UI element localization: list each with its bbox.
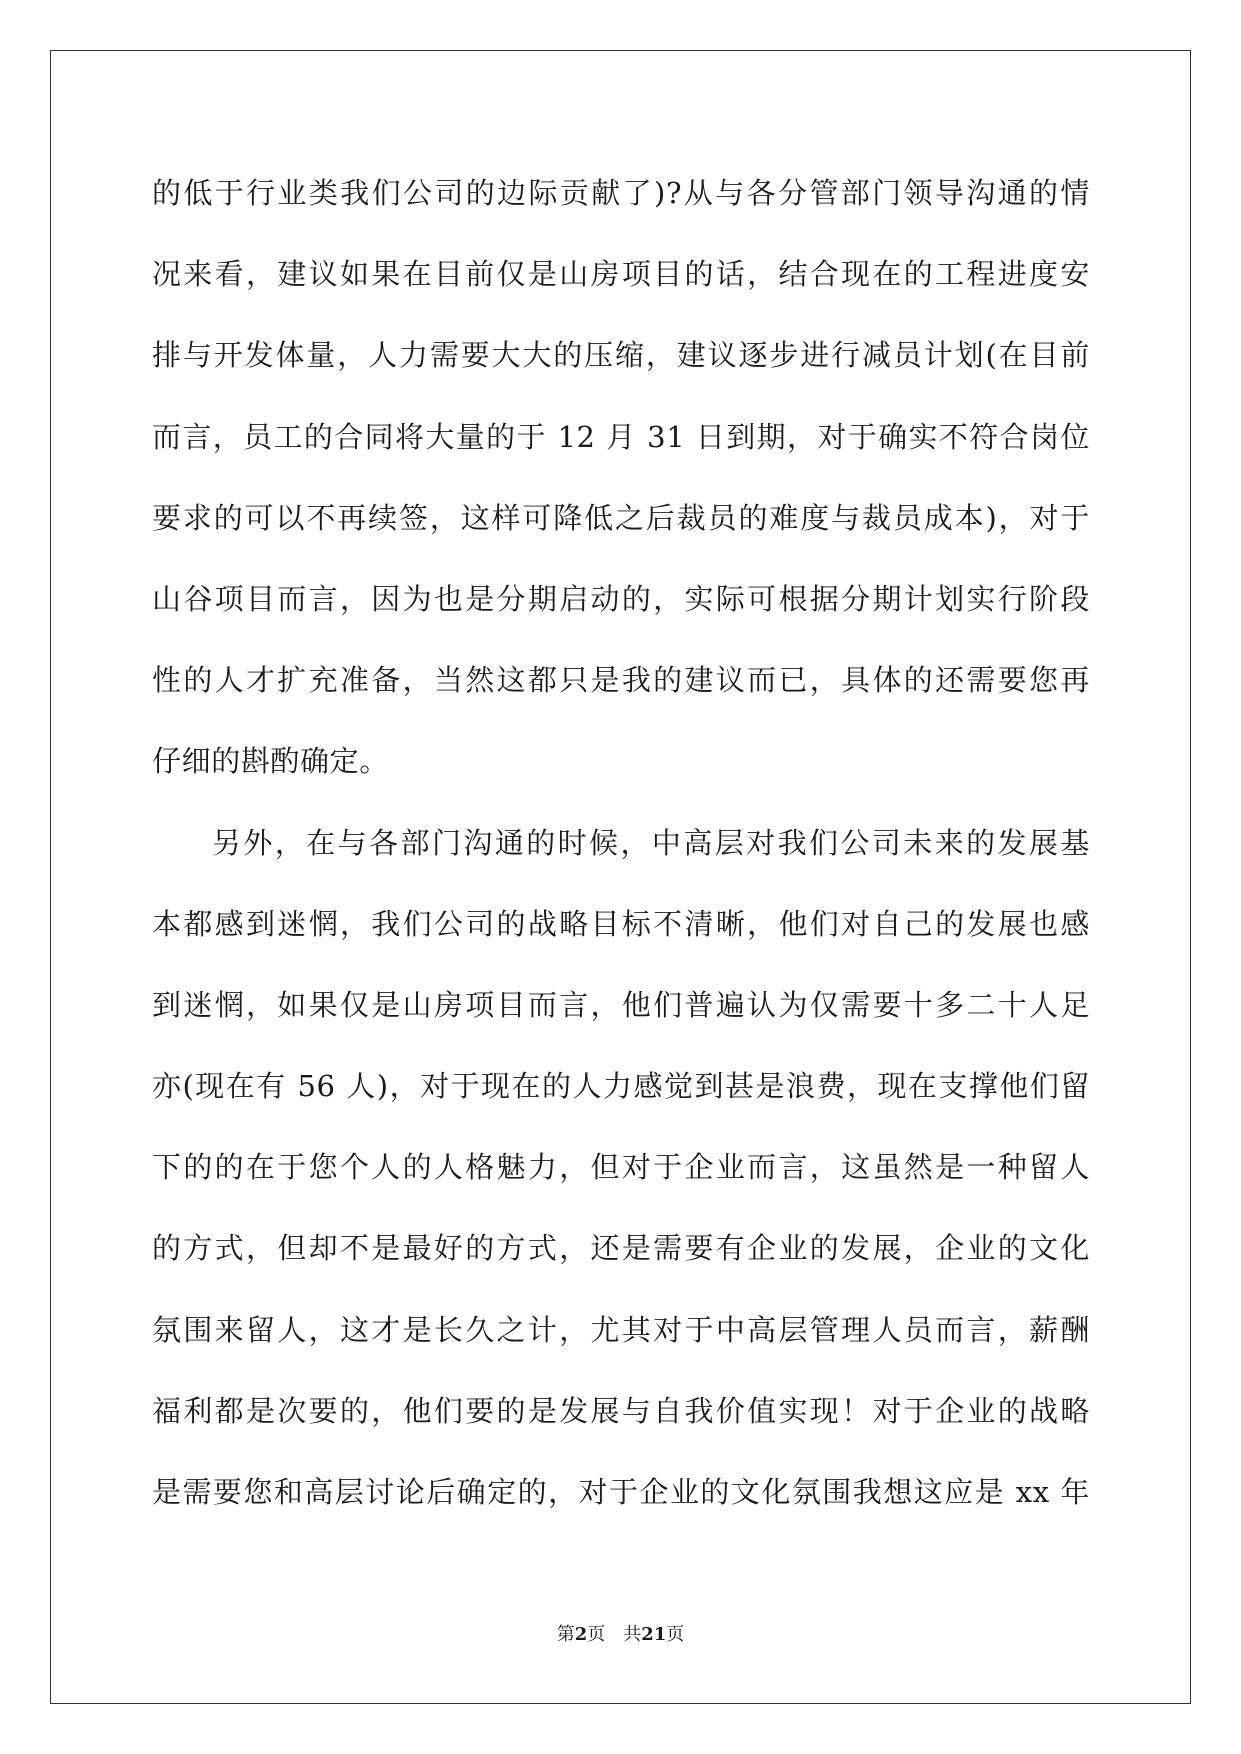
text-line: 是需要您和高层讨论后确定的，对于企业的文化氛围我想这应是 xx 年 — [152, 1475, 1090, 1509]
text-line: 性的人才扩充准备，当然这都只是我的建议而已，具体的还需要您再 — [152, 663, 1090, 698]
total-suffix: 页 — [666, 1624, 685, 1645]
text-line: 福利都是次要的，他们要的是发展与自我价值实现！对于企业的战略 — [152, 1393, 1090, 1428]
text-line: 况来看，建议如果在目前仅是山房项目的话，结合现在的工程进度安 — [152, 257, 1090, 292]
text-line: 的方式，但却不是最好的方式，还是需要有企业的发展，企业的文化 — [152, 1231, 1090, 1266]
text-line: 本都感到迷惘，我们公司的战略目标不清晰，他们对自己的发展也感 — [152, 906, 1090, 941]
text-line: 另外，在与各部门沟通的时候，中高层对我们公司未来的发展基 — [212, 825, 1090, 860]
text-line: 到迷惘，如果仅是山房项目而言，他们普遍认为仅需要十多二十人足 — [152, 987, 1090, 1022]
page-prefix: 第 — [556, 1624, 575, 1645]
page-footer — [0, 1620, 1241, 1646]
document-body — [152, 155, 1090, 1535]
text-line: 仔细的斟酌确定。 — [152, 744, 389, 779]
paragraph-1 — [152, 155, 1090, 805]
text-line: 的低于行业类我们公司的边际贡献了)?从与各分管部门领导沟通的情 — [152, 176, 1090, 210]
page-suffix: 页 — [587, 1624, 606, 1645]
text-line: 排与开发体量，人力需要大大的压缩，建议逐步进行减员计划(在目前 — [152, 338, 1090, 373]
text-line: 亦(现在有 56 人)，对于现在的人力感觉到甚是浪费，现在支撑他们留 — [152, 1069, 1090, 1104]
text-line: 下的的在于您个人的人格魅力，但对于企业而言，这虽然是一种留人 — [152, 1150, 1090, 1185]
text-line: 氛围来留人，这才是长久之计，尤其对于中高层管理人员而言，薪酬 — [152, 1312, 1090, 1347]
text-line: 要求的可以不再续签，这样可降低之后裁员的难度与裁员成本)，对于 — [152, 500, 1090, 535]
total-prefix: 共 — [623, 1624, 642, 1645]
text-line: 而言，员工的合同将大量的于 12 月 31 日到期，对于确实不符合岗位 — [152, 419, 1090, 454]
text-line: 山谷项目而言，因为也是分期启动的，实际可根据分期计划实行阶段 — [152, 581, 1090, 616]
paragraph-2 — [152, 805, 1090, 1536]
page-current: 2 — [574, 1624, 588, 1645]
page-total: 21 — [641, 1624, 667, 1645]
